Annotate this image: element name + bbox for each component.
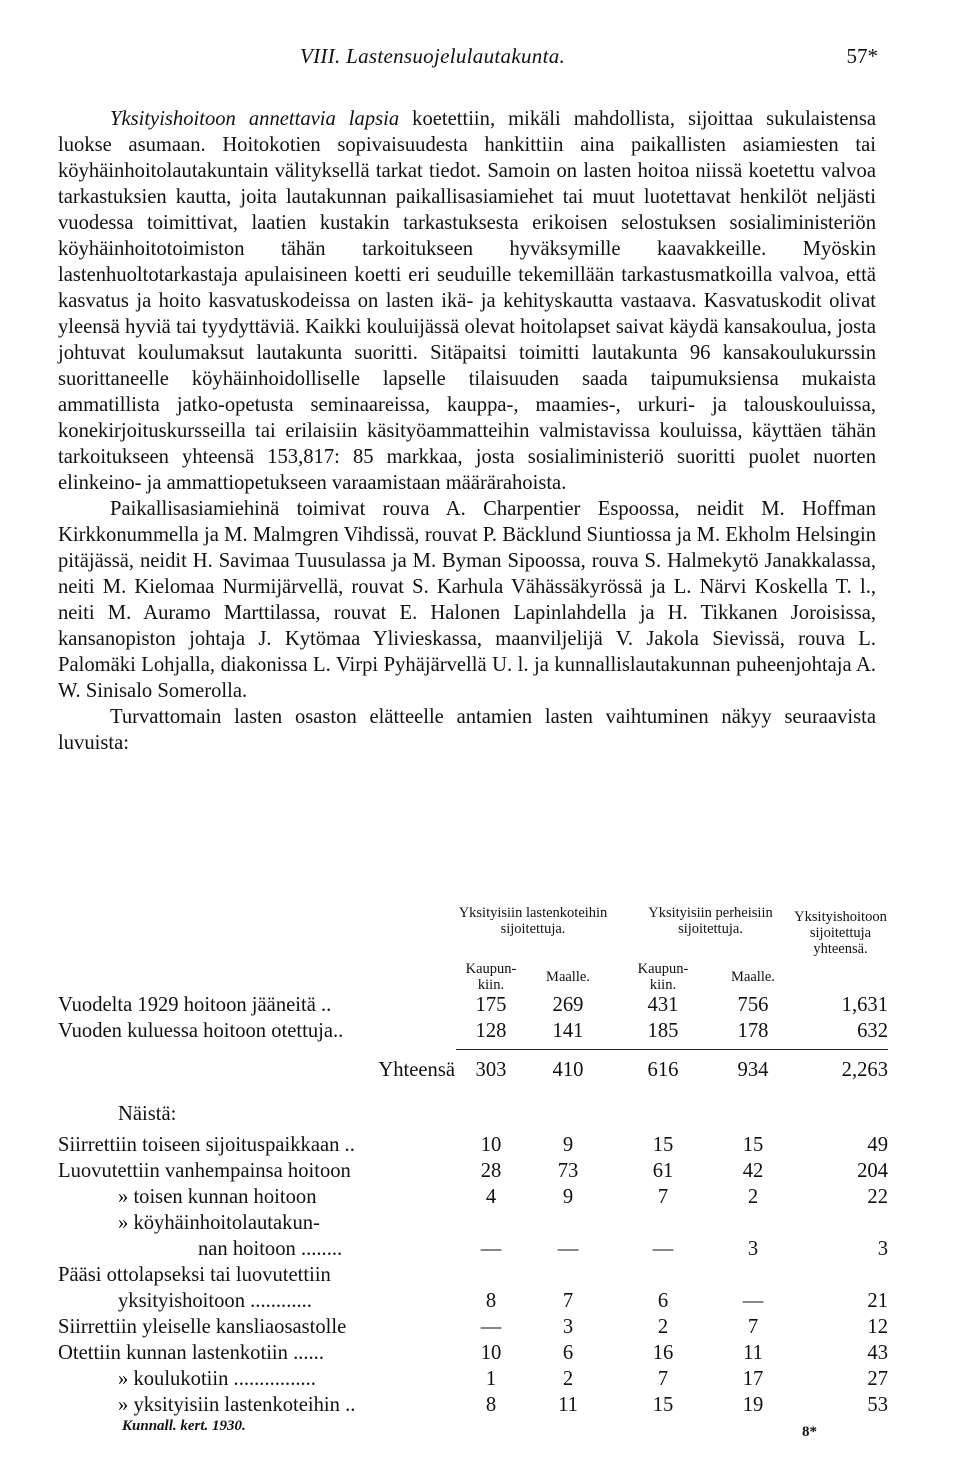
table-cell: 15 xyxy=(652,1394,674,1416)
total-cell: 616 xyxy=(647,1059,679,1081)
paragraph-3: Turvattomain lasten osaston elätteelle antamien lasten vaihtuminen näkyy seuraavista luvuista: xyxy=(58,706,876,754)
row-label: » köyhäinhoitolautakun- xyxy=(118,1212,320,1234)
table-row xyxy=(58,992,888,1018)
table-cell: 49 xyxy=(867,1134,888,1156)
total-cell: 410 xyxy=(552,1059,584,1081)
total-cell: 934 xyxy=(737,1059,769,1081)
row-label: » koulukotiin ................ xyxy=(118,1368,316,1390)
table-cell: 61 xyxy=(652,1160,674,1182)
header-group-3: Yksityishoitoon sijoitettuja yhteensä. xyxy=(794,909,887,957)
table-cell: 19 xyxy=(742,1394,764,1416)
row-label: Siirrettiin yleiselle kansliaosastolle xyxy=(58,1316,347,1338)
table-row xyxy=(58,1340,888,1366)
row-label: yksityishoitoon ............ xyxy=(118,1290,312,1312)
table-cell: 9 xyxy=(562,1186,574,1208)
table-cell: 28 xyxy=(480,1160,502,1182)
table-cell: 1,631 xyxy=(841,994,888,1016)
table-cell: 2 xyxy=(747,1186,759,1208)
table-cell: 632 xyxy=(857,1020,888,1042)
table-cell: — xyxy=(557,1238,579,1260)
total-row xyxy=(58,1057,888,1083)
naista-label: Näistä: xyxy=(118,1103,177,1125)
table-cell: 22 xyxy=(867,1186,888,1208)
table-cell: 15 xyxy=(652,1134,674,1156)
signature-mark: 8* xyxy=(802,1424,817,1440)
table-cell: 12 xyxy=(867,1316,888,1338)
table-cell: 185 xyxy=(647,1020,679,1042)
paragraph-2: Paikallisasiamiehinä toimivat rouva A. Charpentier Espoossa, neidit M. Hoffman Kirkkonummella ja M. Malmgren Vihdissä, rouvat P. Bäcklund Siuntiossa ja M. Ekholm Helsingin pitäjässä, neidit H. Savimaa Tuusulassa ja M. Byman Sipoossa, rouva S. Halmekytö Janakkalassa, neiti M. Kielomaa Nurmijärvellä, rouvat S. Karhula Vähässäkyrössä ja L. Närvi Koskella T. l., neiti M. Auramo Marttilassa, rouvat E. Halonen Lapinlahdella ja H. Tikkanen Joroisissa, kansanopiston johtaja J. Kytömaa Ylivieskassa, maanviljelijä V. Jakola Sievissä, rouva L. Palomäki Lohjalla, diakonissa L. Virpi Pyhäjärvellä U. l. ja kunnallislautakunnan puheenjohtaja A. W. Sinisalo Somerolla. xyxy=(58,498,876,702)
table-row xyxy=(58,1236,888,1262)
table-cell: 17 xyxy=(742,1368,764,1390)
table-cell: 4 xyxy=(485,1186,497,1208)
body-text xyxy=(58,106,876,756)
table-cell: 73 xyxy=(557,1160,579,1182)
sum-rule xyxy=(456,1049,888,1050)
table-cell: — xyxy=(742,1290,764,1312)
table-cell: 16 xyxy=(652,1342,674,1364)
table-row xyxy=(58,1392,888,1418)
table-row xyxy=(58,1018,888,1044)
row-label: Vuodelta 1929 hoitoon jääneitä .. xyxy=(58,994,332,1016)
page-number: 57* xyxy=(846,44,878,68)
table-cell: 7 xyxy=(562,1290,574,1312)
table-cell: 7 xyxy=(657,1186,669,1208)
table-cell: 269 xyxy=(552,994,584,1016)
header-kaupunki-2: Kaupunkiin. xyxy=(637,961,689,993)
table-cell: 3 xyxy=(747,1238,759,1260)
table-cell: 7 xyxy=(657,1368,669,1390)
table-cell: 43 xyxy=(867,1342,888,1364)
row-label: Pääsi ottolapseksi tai luovutettiin xyxy=(58,1264,331,1286)
table-cell: — xyxy=(480,1238,502,1260)
table-row xyxy=(58,1184,888,1210)
table-row xyxy=(58,1262,888,1288)
paragraph-1 xyxy=(58,106,876,496)
table-cell: 141 xyxy=(552,1020,584,1042)
table-cell: 8 xyxy=(485,1290,497,1312)
paragraph-1-lead: Yksityishoitoon annettavia lapsia xyxy=(110,108,400,130)
table-row xyxy=(58,1314,888,1340)
naista-row xyxy=(58,1101,888,1127)
table-cell: 2 xyxy=(562,1368,574,1390)
table-cell: 11 xyxy=(743,1342,763,1364)
header-maalle-1: Maalle. xyxy=(546,969,590,985)
table-cell: 21 xyxy=(867,1290,888,1312)
row-label: » yksityisiin lastenkoteihin .. xyxy=(118,1394,356,1416)
table-cell: 7 xyxy=(747,1316,759,1338)
table-cell: 2 xyxy=(657,1316,669,1338)
table-cell: 431 xyxy=(647,994,679,1016)
table-cell: — xyxy=(652,1238,674,1260)
paragraph-1-rest: koetettiin, mikäli mahdollista, sijoittaa sukulaistensa luokse asumaan. Hoitokotien sopivaisuudesta hankittiin aina paikallisten asiamiesten tai köyhäinhoitolautakuntain välityksellä tarkat tiedot. Samoin on lasten hoitoa niissä koetettu valvoa tarkastuksien kautta, joita lautakunnan paikallisasiamiehet tai muut luotettavat henkilöt neljästi vuodessa toimittivat, laatien kustakin tarkastuksesta erikoisen selostuksen sosialiministeriön köyhäinhoitotoimiston tähän tarkoitukseen hyväksymille kaavakkeille. Myöskin lastenhuoltotarkastaja apulaisineen koetti eri seuduille tekemillään tarkastusmatkoilla valvoa, että kasvatus ja hoito kasvatuskodeissa on lasten ikä- ja kehityskautta vastaava. Kasvatuskodit olivat yleensä hyviä tai tyydyttäviä. Kaikki kouluijässä olevat hoitolapset saivat käydä kansakoulua, josta johtuvat koulumaksut lautakunta suoritti. Sitäpaitsi toimitti lautakunta 96 kansakoulukurssin suorittaneelle köyhäinhoidolliselle lapselle tilaisuuden saada taipumuksiensa mukaista ammatillista jatko-opetusta seminaareissa, kauppa-, maamies-, urkuri- ja talouskouluissa, konekirjoituskursseilla tai erilaisiin käsityöammatteihin valmistavissa kouluissa, käyttäen tähän tarkoitukseen yhteensä 153,817: 85 markkaa, josta sosialiministeriö suoritti puolet nuorten elinkeino- ja ammattiopetukseen varaamistaan määrärahoista. xyxy=(58,108,876,494)
table-cell: 6 xyxy=(562,1342,574,1364)
table-cell: 8 xyxy=(485,1394,497,1416)
table-cell: 53 xyxy=(867,1394,888,1416)
table-cell: 11 xyxy=(558,1394,578,1416)
row-label: Siirrettiin toiseen sijoituspaikkaan .. xyxy=(58,1134,355,1156)
table-cell: 42 xyxy=(742,1160,764,1182)
table-row xyxy=(58,1158,888,1184)
table-cell: 3 xyxy=(877,1238,888,1260)
table-cell: 10 xyxy=(480,1342,502,1364)
table-cell: — xyxy=(480,1316,502,1338)
row-label: Luovutettiin vanhempainsa hoitoon xyxy=(58,1160,351,1182)
table-cell: 27 xyxy=(867,1368,888,1390)
table-cell: 204 xyxy=(857,1160,888,1182)
header-maalle-2: Maalle. xyxy=(731,969,775,985)
table-cell: 15 xyxy=(742,1134,764,1156)
row-label: » toisen kunnan hoitoon xyxy=(118,1186,317,1208)
running-header xyxy=(0,44,960,74)
table-row xyxy=(58,1288,888,1314)
total-cell: 2,263 xyxy=(841,1059,888,1081)
table-row xyxy=(58,1210,888,1236)
chapter-title: VIII. Lastensuojelulautakunta. xyxy=(300,44,566,68)
footer-source: Kunnall. kert. 1930. xyxy=(122,1418,246,1434)
table-cell: 128 xyxy=(475,1020,507,1042)
table-cell: 6 xyxy=(657,1290,669,1312)
table-cell: 3 xyxy=(562,1316,574,1338)
table-row xyxy=(58,1132,888,1158)
table-cell: 756 xyxy=(737,994,769,1016)
row-label: nan hoitoon ........ xyxy=(198,1238,343,1260)
table-cell: 1 xyxy=(485,1368,497,1390)
total-label: Yhteensä xyxy=(378,1059,455,1081)
table-cell: 175 xyxy=(475,994,507,1016)
row-label: Otettiin kunnan lastenkotiin ...... xyxy=(58,1342,324,1364)
table-cell: 178 xyxy=(737,1020,769,1042)
header-kaupunki-1: Kaupunkiin. xyxy=(465,961,517,993)
table-cell: 9 xyxy=(562,1134,574,1156)
header-group-1: Yksityisiin lastenkoteihin sijoitettuja. xyxy=(458,905,608,937)
header-group-2: Yksityisiin perheisiin sijoitettuja. xyxy=(648,905,773,937)
table-cell: 10 xyxy=(480,1134,502,1156)
row-label: Vuoden kuluessa hoitoon otettuja.. xyxy=(58,1020,344,1042)
table-row xyxy=(58,1366,888,1392)
total-cell: 303 xyxy=(475,1059,507,1081)
